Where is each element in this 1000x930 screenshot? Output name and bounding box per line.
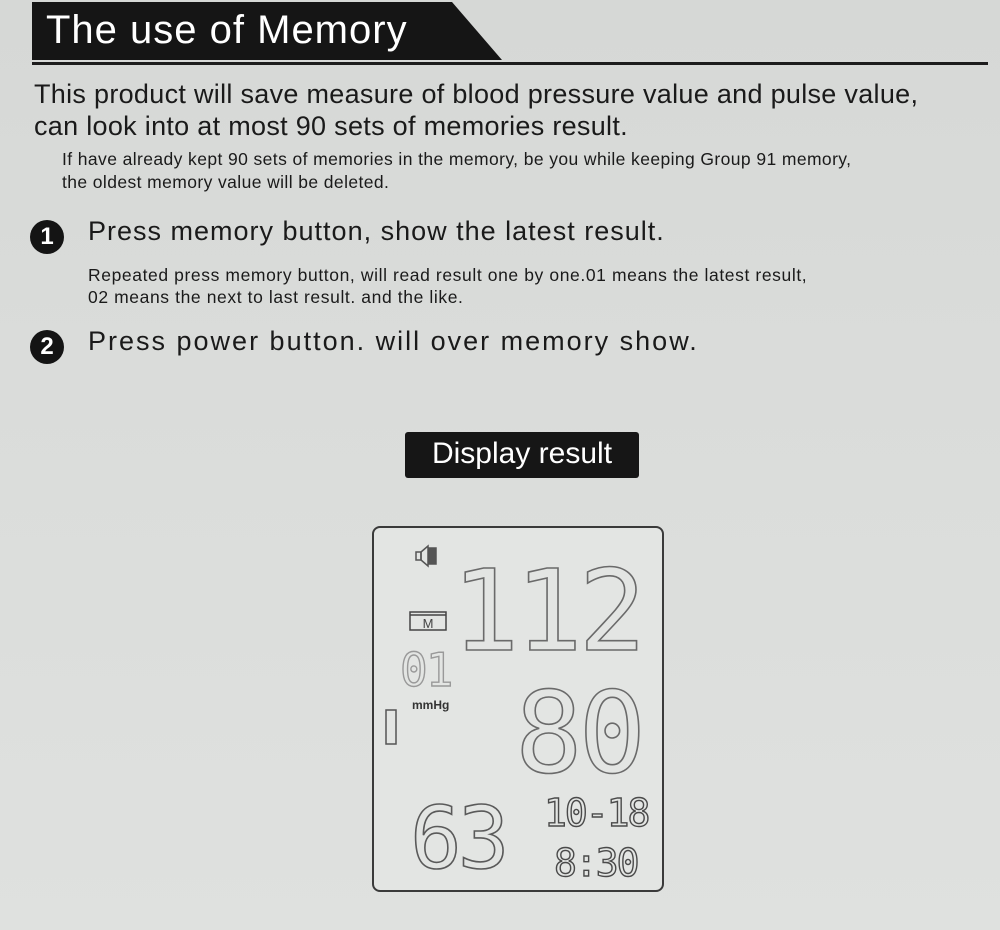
pulse-value: 63 [410, 789, 506, 889]
intro-note [62, 148, 997, 194]
sound-icon [416, 546, 436, 566]
step-1-detail-line-2: 02 means the next to last result. and the like. [88, 287, 464, 307]
memory-icon-letter: M [422, 616, 434, 631]
step-1-detail-line-1: Repeated press memory button, will read result one by one.01 means the latest result, [88, 265, 808, 285]
intro-note-line-2: the oldest memory value will be deleted. [62, 172, 390, 192]
step-1-number-badge: 1 [30, 220, 64, 254]
display-result-label: Display result [405, 432, 639, 478]
lcd-display [372, 526, 664, 892]
step-2-number-badge: 2 [30, 330, 64, 364]
memory-number: 01 [400, 643, 452, 697]
page-title: The use of Memory [46, 8, 408, 52]
unit-label: mmHg [412, 698, 450, 712]
lcd-svg [374, 528, 662, 890]
date-value: 10-18 [544, 791, 649, 835]
intro-paragraph [34, 78, 994, 142]
title-divider [32, 62, 988, 65]
step-1-text: Press memory button, show the latest result. [88, 216, 665, 246]
intro-line-1: This product will save measure of blood pressure value and pulse value, [34, 79, 919, 109]
systolic-value: 112 [451, 547, 642, 677]
memory-icon [410, 612, 446, 631]
time-value: 8:30 [554, 841, 638, 885]
section-title-bar [32, 2, 502, 62]
step-1-detail [88, 264, 807, 308]
battery-icon [386, 710, 396, 744]
step-2-text: Press power button. will over memory show. [88, 326, 699, 356]
intro-line-2: can look into at most 90 sets of memories result. [34, 111, 628, 141]
diastolic-value: 80 [515, 669, 642, 799]
intro-note-line-1: If have already kept 90 sets of memories in the memory, be you while keeping Group 91 memory, [62, 149, 852, 169]
